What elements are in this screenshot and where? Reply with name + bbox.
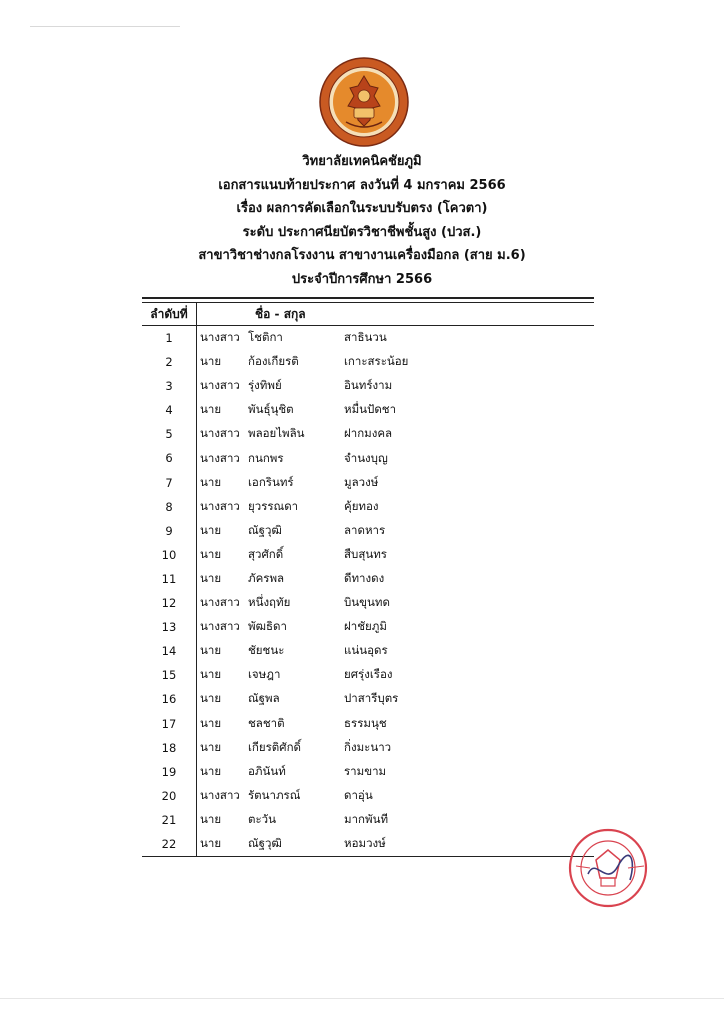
first-name: เกียรติศักดิ์ <box>248 739 302 754</box>
table-row <box>142 471 594 495</box>
row-number: 16 <box>142 687 197 711</box>
last-name: มูลวงษ์ <box>344 474 379 489</box>
last-name: ธรรมนุช <box>344 715 387 730</box>
row-number: 4 <box>142 398 197 422</box>
table-bottom-rule <box>142 856 594 857</box>
scan-edge-line <box>30 26 180 27</box>
table-row <box>142 736 594 760</box>
first-name: รัตนาภรณ์ <box>248 787 301 802</box>
row-number: 9 <box>142 519 197 543</box>
table-row <box>142 543 594 567</box>
name-prefix: นาย <box>200 402 222 417</box>
table-row <box>142 712 594 736</box>
first-name: ณัฐวุฒิ <box>248 836 282 851</box>
table-row <box>142 615 594 639</box>
name-prefix: นางสาว <box>200 619 240 634</box>
first-name: ตะวัน <box>248 811 276 826</box>
last-name: แน่นอุดร <box>344 643 388 658</box>
row-number: 14 <box>142 639 197 663</box>
row-number: 2 <box>142 350 197 374</box>
first-name: เอกรินทร์ <box>248 474 294 489</box>
last-name: บินขุนทด <box>344 595 390 610</box>
first-name: กนกพร <box>248 450 284 465</box>
last-name: หมื่นปัดชา <box>344 402 397 417</box>
row-number: 19 <box>142 760 197 784</box>
level-line: ระดับ ประกาศนียบัตรวิชาชีพชั้นสูง (ปวส.) <box>242 224 482 240</box>
row-number: 13 <box>142 615 197 639</box>
name-prefix: นาย <box>200 739 222 754</box>
row-number: 1 <box>142 326 197 350</box>
table-row <box>142 374 594 398</box>
name-prefix: นาย <box>200 570 222 585</box>
row-number: 15 <box>142 663 197 687</box>
table-row <box>142 808 594 832</box>
name-prefix: นาย <box>200 763 222 778</box>
first-name: หนึ่งฤทัย <box>248 595 291 610</box>
name-prefix: นางสาว <box>200 450 240 465</box>
name-prefix: นาย <box>200 836 222 851</box>
header-number: ลำดับที่ <box>142 303 197 325</box>
last-name: รามขาม <box>344 763 387 778</box>
first-name: พัฒธิดา <box>248 619 287 634</box>
name-prefix: นางสาว <box>200 378 240 393</box>
name-prefix: นาย <box>200 715 222 730</box>
table-header <box>142 303 594 326</box>
subject-line: เรื่อง ผลการคัดเลือกในระบบรับตรง (โควตา) <box>236 201 488 216</box>
scan-edge-line <box>0 998 724 999</box>
last-name: สาธินวน <box>344 330 387 345</box>
last-name: ยศรุ่งเรือง <box>344 667 393 682</box>
name-prefix: นางสาว <box>200 787 240 802</box>
first-name: พันธุ์นุชิต <box>248 402 294 417</box>
table-row <box>142 398 594 422</box>
name-prefix: นาย <box>200 546 222 561</box>
first-name: ชลชาติ <box>248 715 285 730</box>
table-row <box>142 639 594 663</box>
college-name: วิทยาลัยเทคนิคชัยภูมิ <box>302 154 422 169</box>
row-number: 10 <box>142 543 197 567</box>
name-prefix: นาย <box>200 667 222 682</box>
last-name: ปาสารีบุตร <box>344 691 399 706</box>
name-prefix: นาย <box>200 643 222 658</box>
last-name: ฝาชัยภูมิ <box>344 619 387 634</box>
row-number: 22 <box>142 832 197 856</box>
table-row <box>142 350 594 374</box>
academic-year-line: ประจำปีการศึกษา 2566 <box>291 271 433 287</box>
row-number: 12 <box>142 591 197 615</box>
attachment-title: เอกสารแนบท้ายประกาศ ลงวันที่ 4 มกราคม 2566 <box>218 177 506 193</box>
last-name: กิ่งมะนาว <box>344 739 392 754</box>
table-row <box>142 495 594 519</box>
last-name: อินทร์งาม <box>344 378 393 393</box>
first-name: ชัยชนะ <box>248 643 285 658</box>
row-number: 17 <box>142 712 197 736</box>
row-number: 3 <box>142 374 197 398</box>
table-body <box>142 326 594 856</box>
table-row <box>142 663 594 687</box>
last-name: ฝากมงคล <box>344 426 393 441</box>
name-prefix: นางสาว <box>200 498 240 513</box>
table-row <box>142 760 594 784</box>
name-prefix: นางสาว <box>200 426 240 441</box>
first-name: อภินันท์ <box>248 763 286 778</box>
official-stamp-icon <box>566 826 652 910</box>
header-name: ชื่อ - สกุล <box>255 306 306 321</box>
row-number: 7 <box>142 471 197 495</box>
first-name: โชติกา <box>248 330 283 345</box>
last-name: ดาอุ่น <box>344 787 373 802</box>
table-row <box>142 567 594 591</box>
last-name: ลาดหาร <box>344 522 386 537</box>
last-name: จำนงบุญ <box>344 450 388 465</box>
first-name: ยุวรรณดา <box>248 498 299 513</box>
last-name: มากพันที <box>344 811 389 826</box>
name-prefix: นาย <box>200 354 222 369</box>
name-prefix: นาย <box>200 811 222 826</box>
row-number: 21 <box>142 808 197 832</box>
first-name: ก้องเกียรติ <box>248 354 299 369</box>
table-row <box>142 832 594 856</box>
college-seal-icon <box>318 56 410 148</box>
row-number: 20 <box>142 784 197 808</box>
row-number: 8 <box>142 495 197 519</box>
program-line: สาขาวิชาช่างกลโรงงาน สาขางานเครื่องมือกล (สาย ม.6) <box>198 248 526 263</box>
first-name: ณัฐวุฒิ <box>248 522 282 537</box>
last-name: ดีทางดง <box>344 570 385 585</box>
table-row <box>142 446 594 470</box>
results-table <box>142 297 594 857</box>
name-prefix: นางสาว <box>200 330 240 345</box>
last-name: หอมวงษ์ <box>344 836 386 851</box>
document-header <box>0 150 724 291</box>
row-number: 18 <box>142 736 197 760</box>
name-prefix: นาย <box>200 474 222 489</box>
first-name: พลอยไพลิน <box>248 426 305 441</box>
first-name: ภัครพล <box>248 570 285 585</box>
last-name: คุ้ยทอง <box>344 498 379 513</box>
name-prefix: นางสาว <box>200 595 240 610</box>
name-prefix: นาย <box>200 522 222 537</box>
row-number: 6 <box>142 446 197 470</box>
table-row <box>142 591 594 615</box>
table-row <box>142 519 594 543</box>
row-number: 5 <box>142 422 197 446</box>
first-name: รุ่งทิพย์ <box>248 378 282 393</box>
row-number: 11 <box>142 567 197 591</box>
first-name: ณัฐพล <box>248 691 280 706</box>
first-name: เจษฎา <box>248 667 281 682</box>
table-row <box>142 422 594 446</box>
table-row <box>142 326 594 350</box>
name-prefix: นาย <box>200 691 222 706</box>
last-name: สืบสุนทร <box>344 546 387 561</box>
table-row <box>142 784 594 808</box>
table-row <box>142 687 594 711</box>
last-name: เกาะสระน้อย <box>344 354 409 369</box>
first-name: สุวศักดิ์ <box>248 546 284 561</box>
